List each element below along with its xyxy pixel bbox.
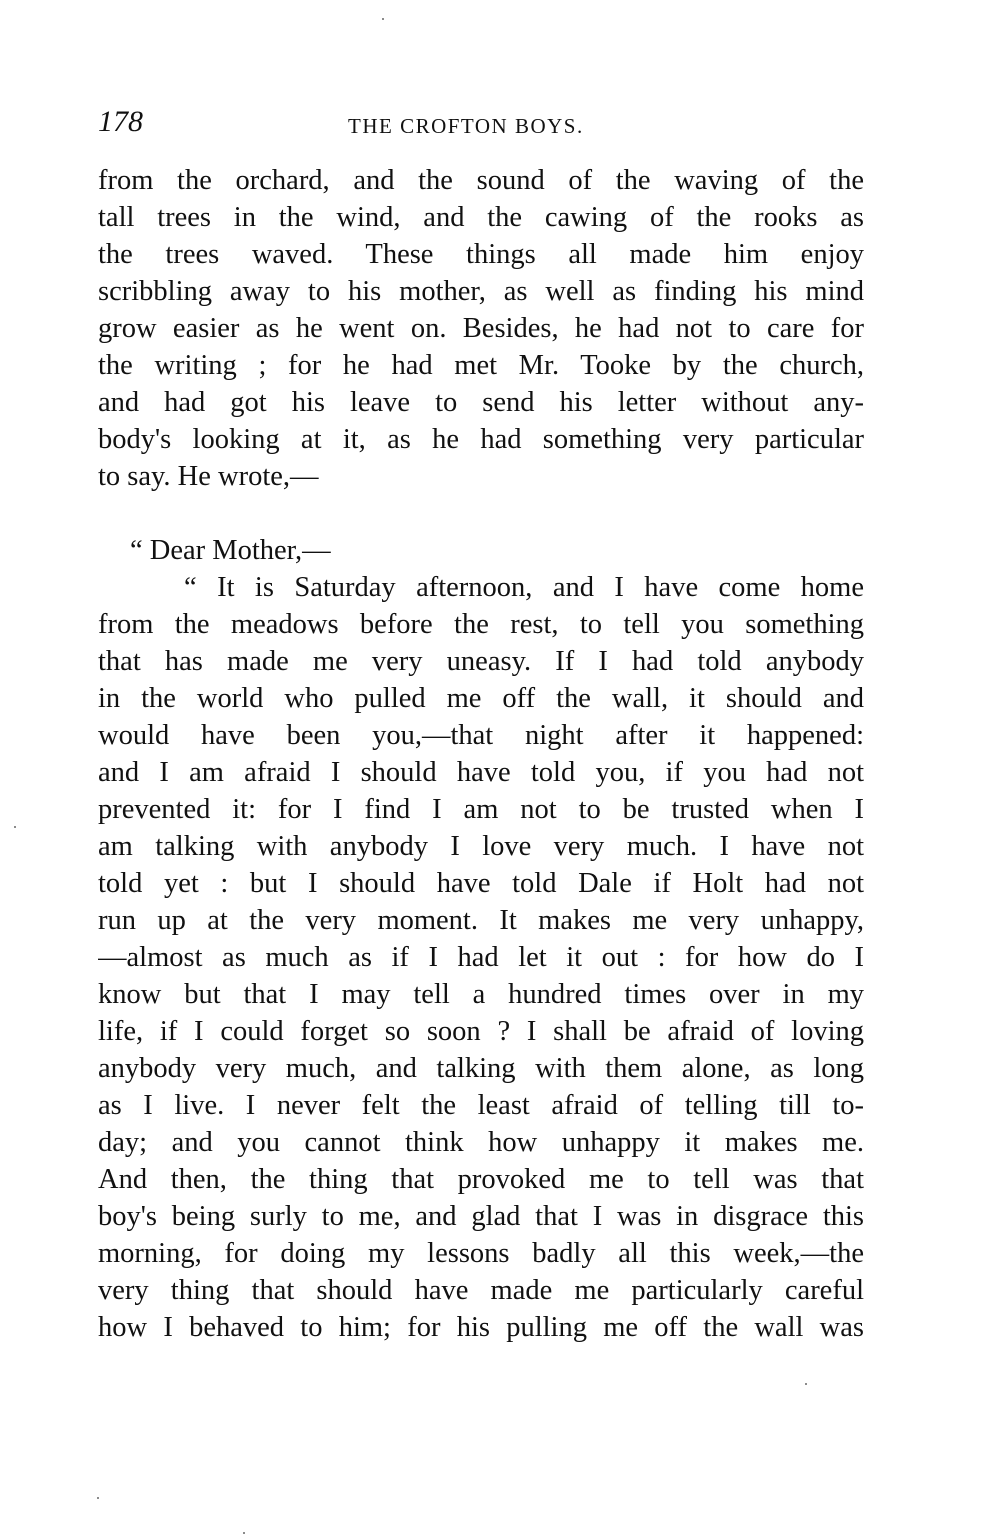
letter-line: know but that I may tell a hundred times over in my (98, 979, 864, 1010)
print-speck (382, 18, 384, 20)
text-line: tall trees in the wind, and the cawing of the rooks as (98, 202, 864, 233)
text-line: body's looking at it, as he had something very particular (98, 424, 864, 455)
letter-line: would have been you,—that night after it happened: (98, 720, 864, 751)
text-line: grow easier as he went on. Besides, he had not to care for (98, 313, 864, 344)
letter-salutation: “ Dear Mother,— (130, 535, 331, 566)
letter-line: in the world who pulled me off the wall, it should and (98, 683, 864, 714)
letter-line: am talking with anybody I love very much. I have not (98, 831, 864, 862)
letter-line: told yet : but I should have told Dale if Holt had not (98, 868, 864, 899)
letter-line: morning, for doing my lessons badly all this week,—the (98, 1238, 864, 1269)
letter-line: And then, the thing that provoked me to tell was that (98, 1164, 864, 1195)
text-line: the trees waved. These things all made him enjoy (98, 239, 864, 270)
print-speck (805, 1383, 807, 1385)
print-speck (243, 1532, 245, 1534)
letter-line: —almost as much as if I had let it out : for how do I (98, 942, 864, 973)
print-speck (14, 826, 16, 828)
letter-line: how I behaved to him; for his pulling me off the wall was (98, 1312, 864, 1343)
letter-line: as I live. I never felt the least afraid of telling till to- (98, 1090, 864, 1121)
letter-line: very thing that should have made me particularly careful (98, 1275, 864, 1306)
text-line: from the orchard, and the sound of the waving of the (98, 165, 864, 196)
paragraph-gap (98, 495, 864, 532)
body-text (98, 162, 864, 1346)
letter-line: boy's being surly to me, and glad that I was in disgrace this (98, 1201, 864, 1232)
letter-line: life, if I could forget so soon ? I shall be afraid of loving (98, 1016, 864, 1047)
running-head: THE CROFTON BOYS. (348, 114, 584, 138)
letter-line: run up at the very moment. It makes me very unhappy, (98, 905, 864, 936)
letter-line: anybody very much, and talking with them alone, as long (98, 1053, 864, 1084)
letter-line: day; and you cannot think how unhappy it makes me. (98, 1127, 864, 1158)
text-line: the writing ; for he had met Mr. Tooke by the church, (98, 350, 864, 381)
text-line: scribbling away to his mother, as well as finding his mind (98, 276, 864, 307)
print-speck (97, 1497, 99, 1499)
page-header (98, 104, 864, 144)
letter-line: that has made me very uneasy. If I had told anybody (98, 646, 864, 677)
text-line: and had got his leave to send his letter without any- (98, 387, 864, 418)
letter-line: and I am afraid I should have told you, if you had not (98, 757, 864, 788)
letter-line: “ It is Saturday afternoon, and I have come home (184, 572, 864, 603)
letter-line: prevented it: for I find I am not to be trusted when I (98, 794, 864, 825)
text-line: to say. He wrote,— (98, 461, 319, 492)
letter-line: from the meadows before the rest, to tell you something (98, 609, 864, 640)
page-number: 178 (98, 105, 143, 138)
